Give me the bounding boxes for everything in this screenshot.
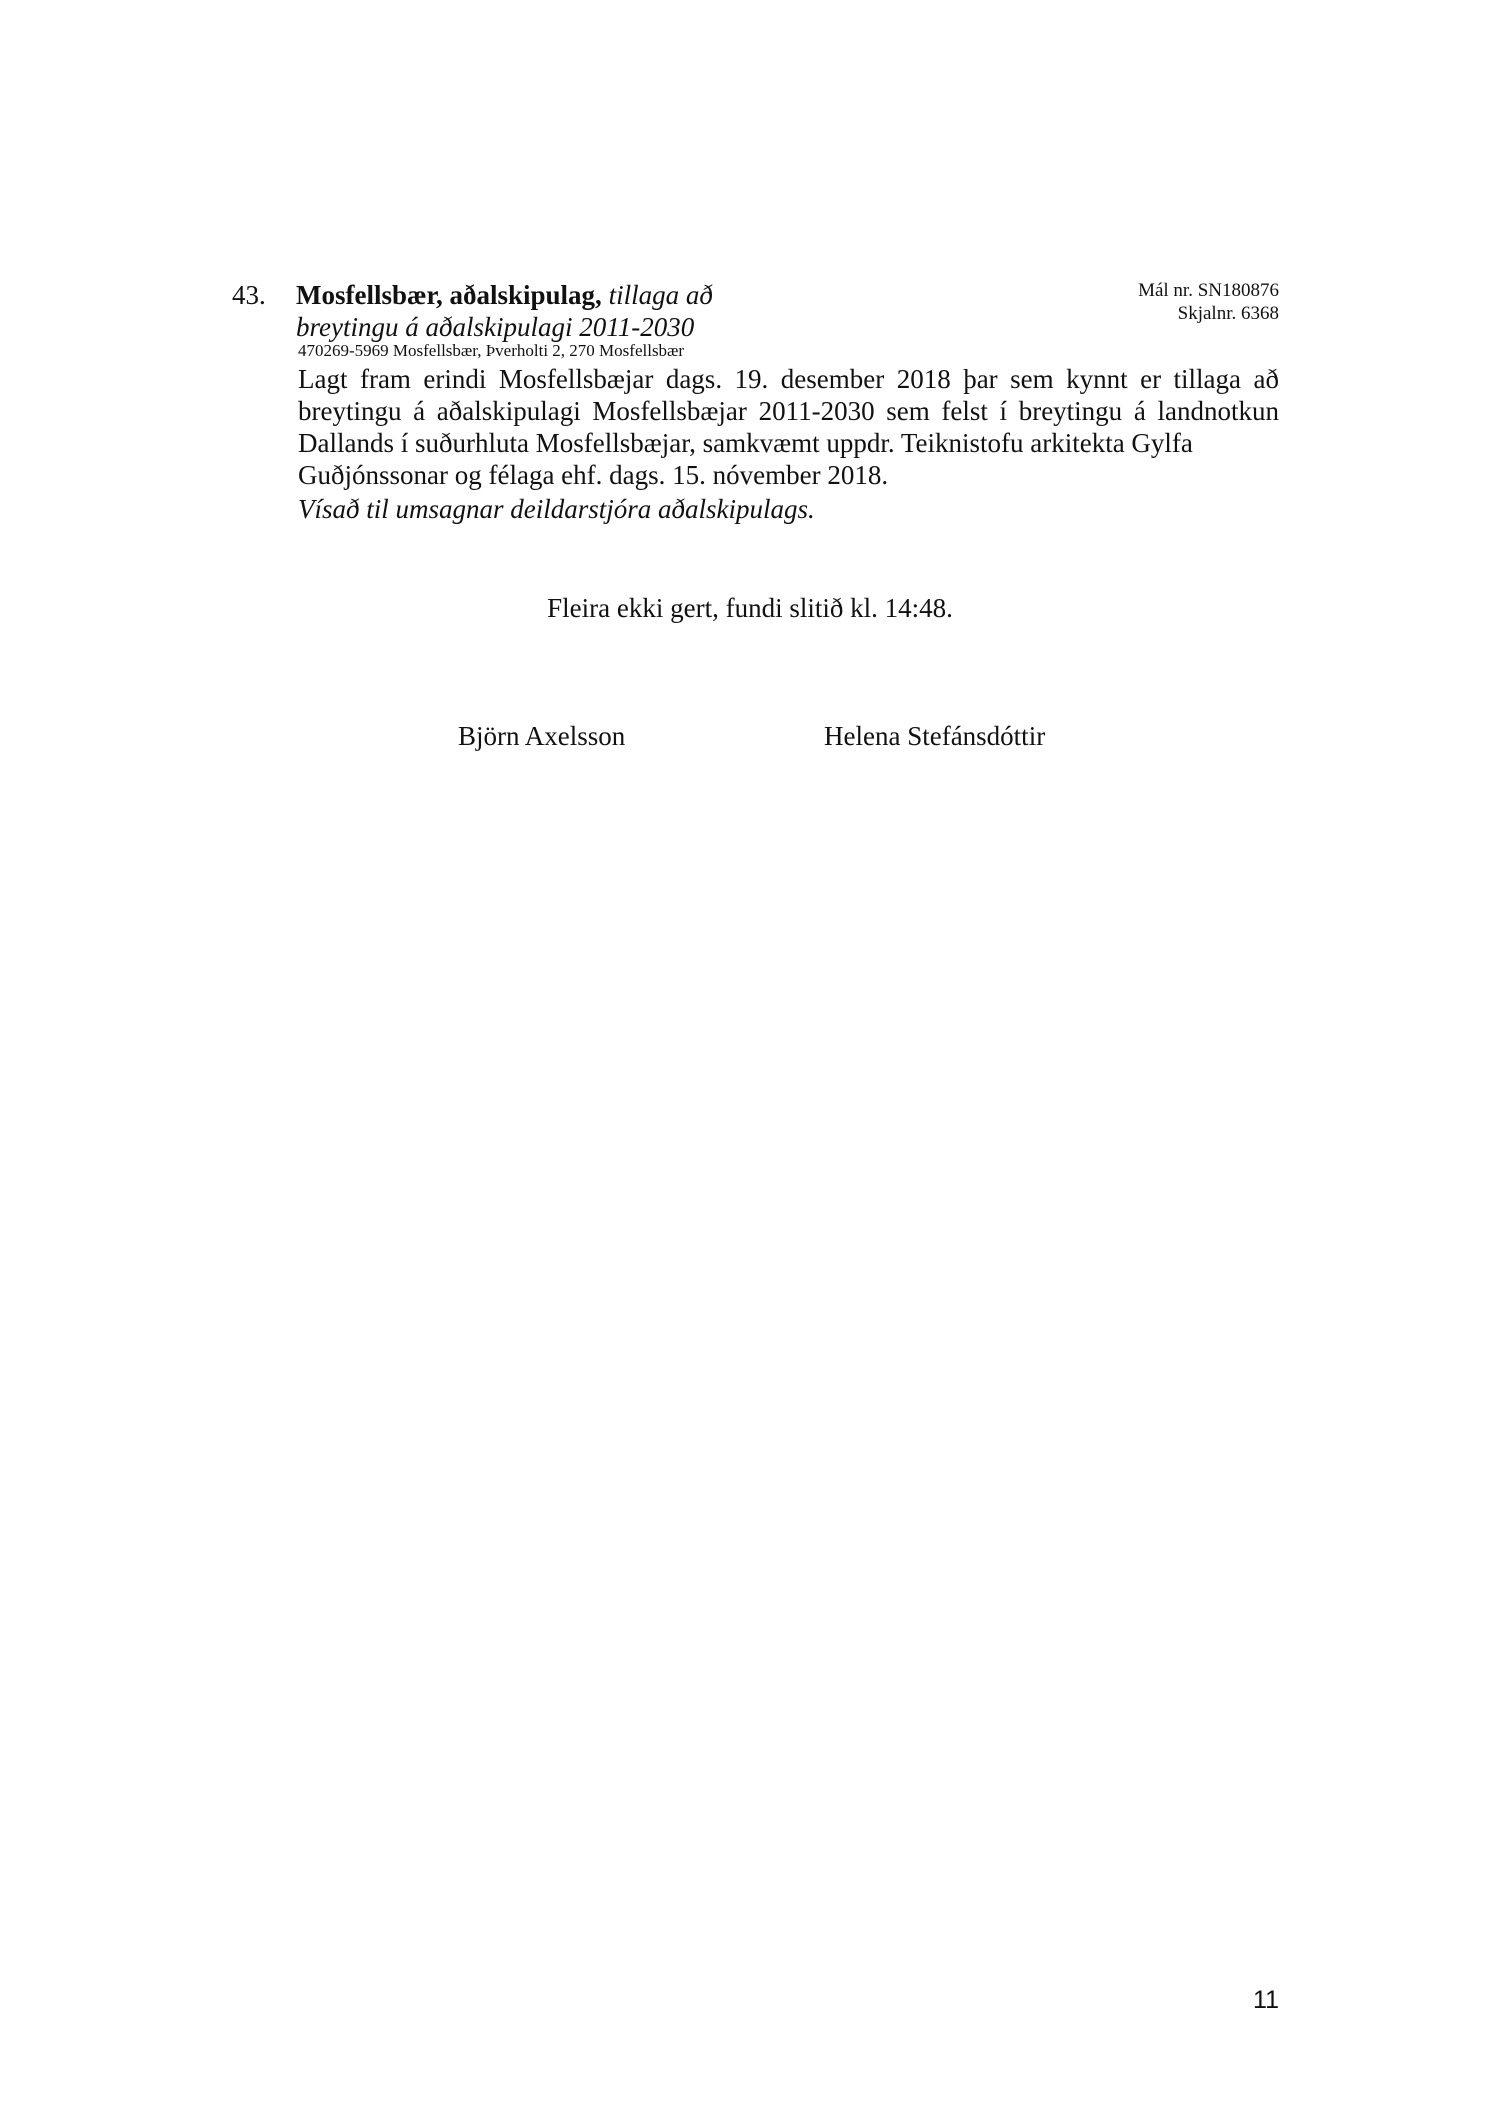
item-number: 43.: [232, 280, 266, 310]
item-body-text: Lagt fram erindi Mosfellsbæjar dags. 19. desember 2018 þar sem kynnt er tillaga að breytingu á aðalskipulagi Mosfellsbæjar 2011-2030 sem felst í breytingu á landnotkun Dallands í suðurhluta Mosfellsbæjar, samkvæmt uppdr. Teiknistofu arkitekta Gylfa: [298, 364, 1279, 458]
item-conclusion: Vísað til umsagnar deildarstjóra aðalskipulags.: [298, 494, 815, 524]
item-body: [298, 363, 1279, 491]
page-number: 11: [1253, 1986, 1279, 2014]
signature-1: Björn Axelsson: [458, 721, 626, 751]
applicant-info: 470269-5969 Mosfellsbær, Þverholti 2, 270 Mosfellsbær: [298, 341, 685, 360]
case-number: Mál nr. SN180876: [1138, 280, 1279, 301]
item-title-line2: breytingu á aðalskipulagi 2011-2030: [296, 312, 695, 342]
closing-statement: Fleira ekki gert, fundi slitið kl. 14:48.: [547, 593, 953, 623]
case-references: [1138, 279, 1279, 325]
document-number: Skjalnr. 6368: [1177, 303, 1279, 324]
item-body-last-line: Guðjónssonar og félaga ehf. dags. 15. nóvember 2018.: [298, 460, 889, 490]
signature-2: Helena Stefánsdóttir: [824, 721, 1046, 751]
item-title-bold: Mosfellsbær, aðalskipulag,: [296, 280, 602, 310]
item-heading: [296, 279, 1076, 343]
item-title-italic: tillaga að: [608, 280, 713, 310]
